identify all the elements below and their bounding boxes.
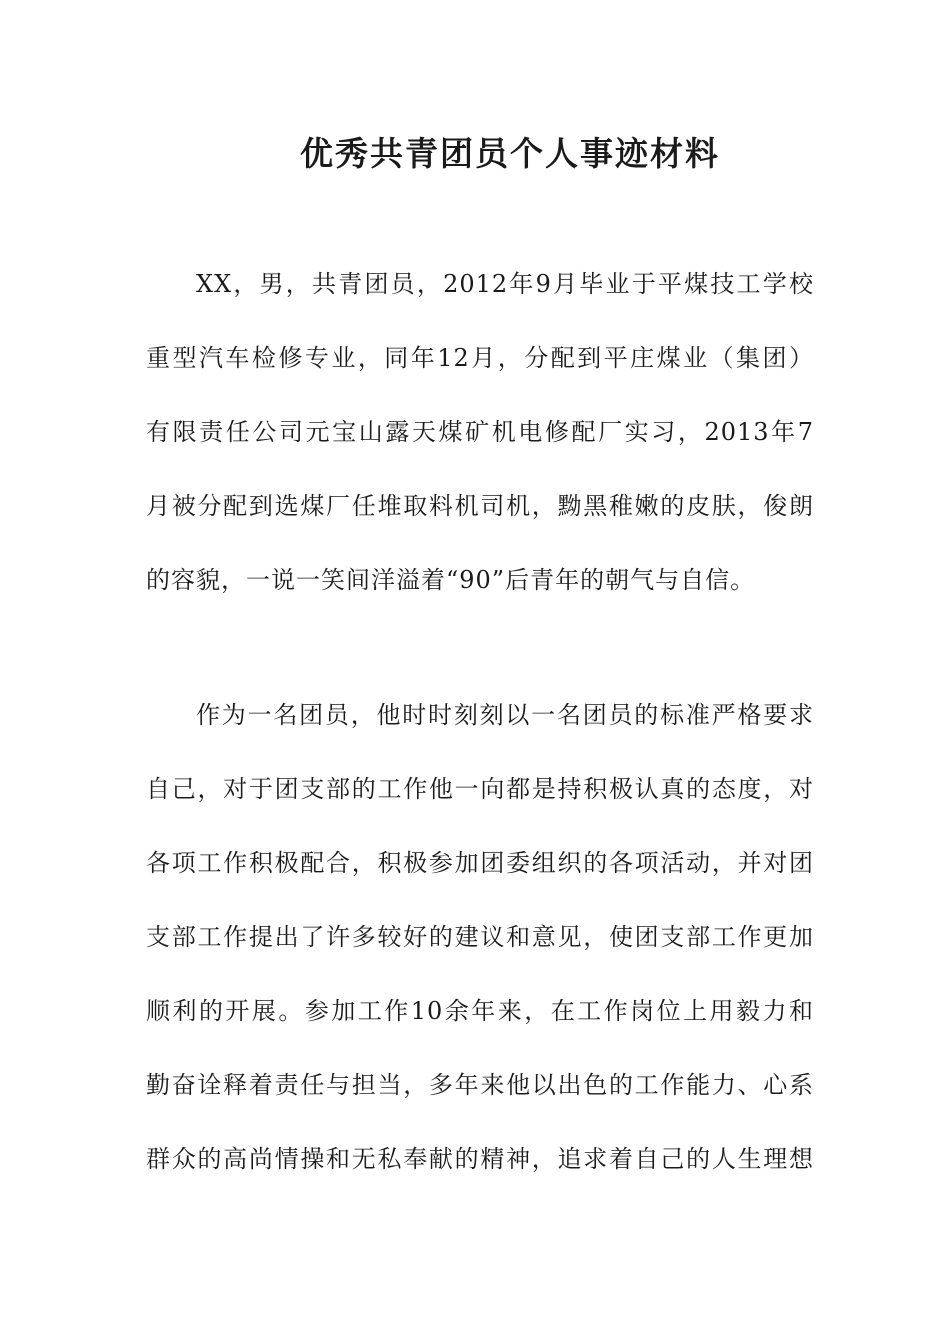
- paragraph-2: [146, 678, 814, 1196]
- paragraph-1: [146, 247, 814, 617]
- paragraph-line: 的容貌，一说一笑间洋溢着“90”后青年的朝气与自信。: [146, 566, 756, 594]
- paragraph-line: 各项工作积极配合，积极参加团委组织的各项活动，并对团: [146, 849, 814, 877]
- paragraph-line: 有限责任公司元宝山露天煤矿机电修配厂实习，2013年7: [146, 418, 814, 446]
- paragraph-line: XX，男，共青团员，2012年9月毕业于平煤技工学校: [196, 270, 814, 298]
- paragraph-line: 支部工作提出了许多较好的建议和意见，使团支部工作更加: [146, 923, 814, 951]
- paragraph-line: 作为一名团员，他时时刻刻以一名团员的标准严格要求: [196, 701, 814, 729]
- paragraph-line: 月被分配到选煤厂任堆取料机司机，黝黑稚嫩的皮肤，俊朗: [146, 492, 814, 520]
- paragraph-line: 群众的高尚情操和无私奉献的精神，追求着自己的人生理想: [146, 1145, 814, 1173]
- document-title: 优秀共青团员个人事迹材料: [300, 134, 720, 173]
- paragraph-line: 自己，对于团支部的工作他一向都是持积极认真的态度，对: [146, 775, 814, 803]
- paragraph-line: 顺利的开展。参加工作10余年来，在工作岗位上用毅力和: [146, 997, 814, 1025]
- paragraph-line: 重型汽车检修专业，同年12月，分配到平庄煤业（集团）: [146, 344, 814, 372]
- paragraph-line: 勤奋诠释着责任与担当，多年来他以出色的工作能力、心系: [146, 1071, 814, 1099]
